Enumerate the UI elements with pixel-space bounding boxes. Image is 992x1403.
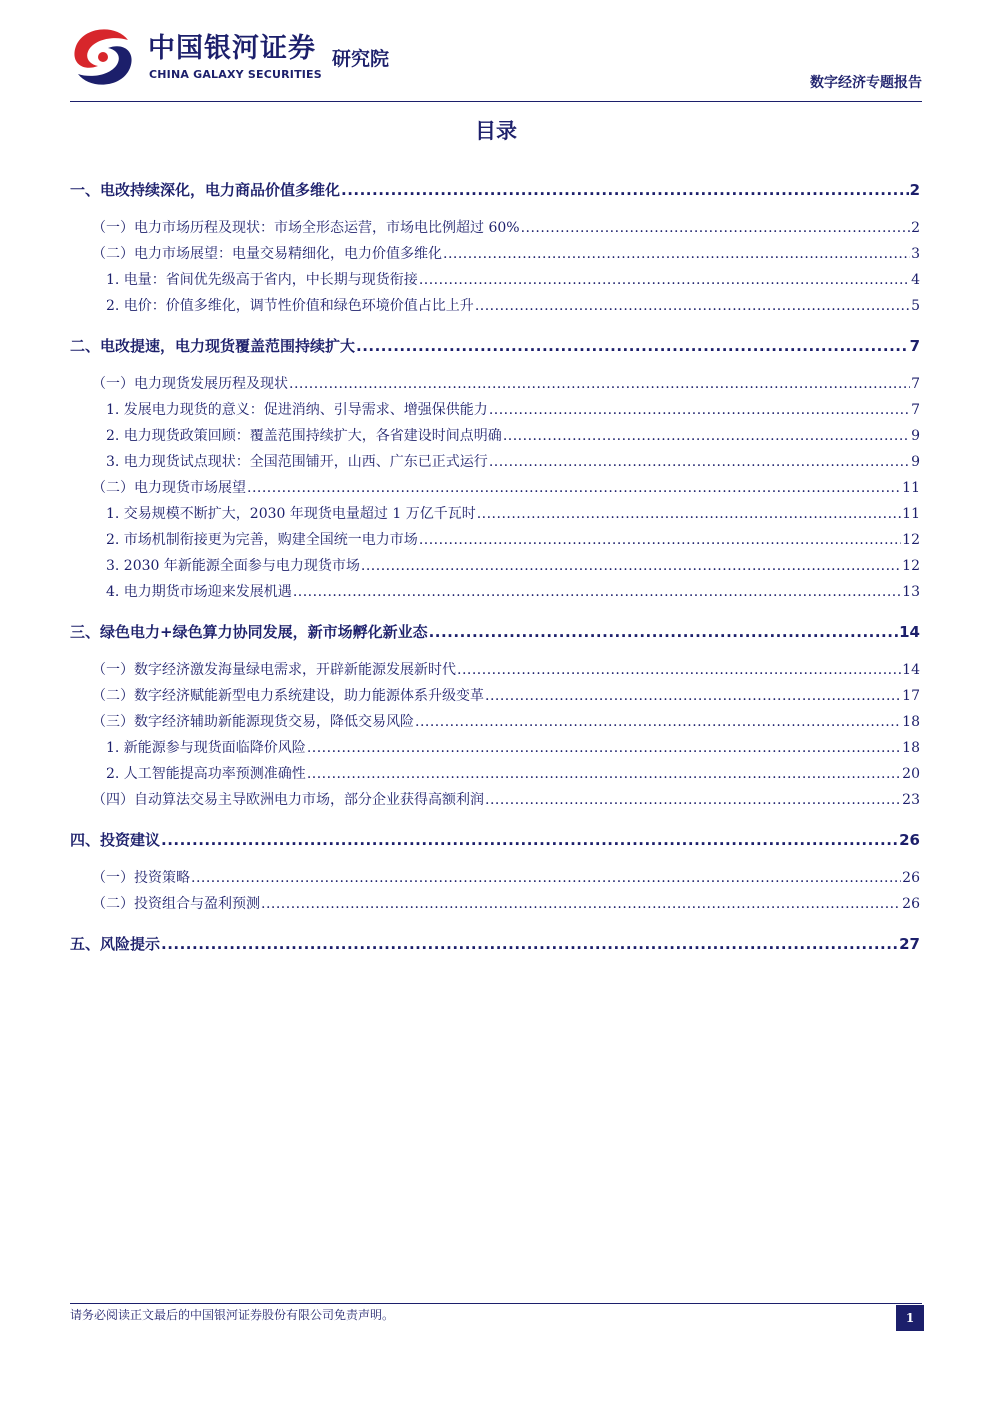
toc-entry-title: 2. 市场机制衔接更为完善，购建全国统一电力市场 <box>106 532 418 548</box>
toc-entry-page: 26 <box>902 870 920 886</box>
toc-entry-page: 7 <box>909 337 920 355</box>
toc-entry-title: 1. 发展电力现货的意义：促进消纳、引导需求、增强保供能力 <box>106 402 488 418</box>
toc-entry[interactable] <box>70 531 920 549</box>
toc-entry[interactable] <box>70 427 920 445</box>
toc-entry[interactable] <box>70 401 920 419</box>
toc-entry[interactable] <box>70 661 920 679</box>
toc-entry[interactable] <box>70 297 920 315</box>
toc-leader-dots <box>161 830 898 850</box>
toc-leader-dots <box>247 479 901 497</box>
toc-entry-page: 17 <box>902 688 920 704</box>
toc-entry-title: 2. 电价：价值多维化，调节性价值和绿色环境价值占比上升 <box>106 298 474 314</box>
toc-entry-title: （一）投资策略 <box>92 870 190 886</box>
toc-entry[interactable] <box>70 583 920 601</box>
toc-entry[interactable] <box>70 479 920 497</box>
toc-entry-title: （二）数字经济赋能新型电力系统建设，助力能源体系升级变革 <box>92 688 484 704</box>
toc-entry-title: 3. 2030 年新能源全面参与电力现货市场 <box>106 558 360 574</box>
toc-leader-dots <box>293 583 901 601</box>
toc-leader-dots <box>477 505 901 523</box>
toc-entry-page: 12 <box>902 532 920 548</box>
toc-entry-page: 11 <box>902 480 920 496</box>
header-divider <box>70 101 922 102</box>
galaxy-logo-icon <box>70 26 136 88</box>
toc-entry[interactable] <box>70 453 920 471</box>
toc-entry-page: 2 <box>911 220 920 236</box>
toc-entry-title: （二）电力市场展望：电量交易精细化，电力价值多维化 <box>92 246 442 262</box>
footer-disclaimer: 请务必阅读正文最后的中国银河证券股份有限公司免责声明。 <box>70 1308 395 1322</box>
toc-entry-title: （三）数字经济辅助新能源现货交易，降低交易风险 <box>92 714 414 730</box>
toc-entry-title: （二）投资组合与盈利预测 <box>92 896 260 912</box>
toc-leader-dots <box>261 895 901 913</box>
toc-entry-title: 3. 电力现货试点现状：全国范围铺开，山西、广东已正式运行 <box>106 454 488 470</box>
page-number: 1 <box>896 1305 924 1331</box>
toc-entry[interactable] <box>70 791 920 809</box>
toc-entry-title: （一）电力现货发展历程及现状 <box>92 376 288 392</box>
report-type: 数字经济专题报告 <box>810 75 922 91</box>
toc-entry[interactable] <box>70 687 920 705</box>
toc-entry[interactable] <box>70 739 920 757</box>
toc-entry-title: （一）电力市场历程及现状：市场全形态运营，市场电比例超过 60% <box>92 220 520 236</box>
toc-entry[interactable] <box>70 713 920 731</box>
toc-title: 目录 <box>475 119 517 143</box>
toc-entry[interactable] <box>70 830 920 850</box>
toc-leader-dots <box>356 336 909 356</box>
toc-leader-dots <box>289 375 910 393</box>
toc-entry-page: 20 <box>902 766 920 782</box>
toc-entry-title: 四、投资建议 <box>70 831 161 849</box>
toc-entry-title: 2. 人工智能提高功率预测准确性 <box>106 766 306 782</box>
page-header <box>0 0 992 104</box>
toc-leader-dots <box>341 180 909 200</box>
toc-entry-page: 7 <box>911 402 920 418</box>
toc-entry[interactable] <box>70 245 920 263</box>
toc-entry[interactable] <box>70 622 920 642</box>
toc-leader-dots <box>419 271 910 289</box>
toc-entry-title: （四）自动算法交易主导欧洲电力市场，部分企业获得高额利润 <box>92 792 484 808</box>
toc-entry-title: 二、电改提速，电力现货覆盖范围持续扩大 <box>70 337 356 355</box>
toc-entry-title: （一）数字经济激发海量绿电需求，开辟新能源发展新时代 <box>92 662 456 678</box>
toc-leader-dots <box>475 297 910 315</box>
toc-entry-title: （二）电力现货市场展望 <box>92 480 246 496</box>
toc-entry-page: 3 <box>911 246 920 262</box>
toc-entry[interactable] <box>70 765 920 783</box>
toc-leader-dots <box>419 531 901 549</box>
toc-entry[interactable] <box>70 869 920 887</box>
toc-entry[interactable] <box>70 180 920 200</box>
toc-entry-page: 11 <box>902 506 920 522</box>
toc-entry[interactable] <box>70 375 920 393</box>
toc-entry-page: 26 <box>899 831 920 849</box>
toc-entry[interactable] <box>70 895 920 913</box>
logo-institute: 研究院 <box>332 48 390 70</box>
toc-entry-title: 一、电改持续深化，电力商品价值多维化 <box>70 181 341 199</box>
toc-entry-title: 4. 电力期货市场迎来发展机遇 <box>106 584 292 600</box>
toc-entry[interactable] <box>70 271 920 289</box>
toc-entry-page: 7 <box>911 376 920 392</box>
logo-english-name: CHINA GALAXY SECURITIES <box>149 68 322 81</box>
toc-entry[interactable] <box>70 934 920 954</box>
toc-leader-dots <box>489 453 910 471</box>
toc-entry-page: 14 <box>902 662 920 678</box>
toc-entry-page: 18 <box>902 714 920 730</box>
toc-entry-page: 9 <box>911 454 920 470</box>
toc-entry[interactable] <box>70 336 920 356</box>
toc-entry-page: 18 <box>902 740 920 756</box>
toc-entry[interactable] <box>70 505 920 523</box>
toc-entry-page: 4 <box>911 272 920 288</box>
toc-entry-page: 5 <box>911 298 920 314</box>
toc-leader-dots <box>503 427 910 445</box>
toc-entry-title: 1. 交易规模不断扩大，2030 年现货电量超过 1 万亿千瓦时 <box>106 506 476 522</box>
toc-entry-page: 13 <box>902 584 920 600</box>
toc-leader-dots <box>361 557 901 575</box>
toc-entry-page: 9 <box>911 428 920 444</box>
toc-leader-dots <box>485 687 901 705</box>
toc-entry-page: 12 <box>902 558 920 574</box>
toc-leader-dots <box>457 661 901 679</box>
toc-leader-dots <box>307 739 901 757</box>
toc-leader-dots <box>415 713 901 731</box>
toc-leader-dots <box>429 622 899 642</box>
toc-entry[interactable] <box>70 557 920 575</box>
toc-entry-title: 五、风险提示 <box>70 935 161 953</box>
footer-divider <box>70 1303 922 1304</box>
toc-entry-title: 1. 电量：省间优先级高于省内，中长期与现货衔接 <box>106 272 418 288</box>
toc-leader-dots <box>485 791 901 809</box>
toc-leader-dots <box>161 934 898 954</box>
toc-entry-title: 1. 新能源参与现货面临降价风险 <box>106 740 306 756</box>
toc-leader-dots <box>521 219 911 237</box>
logo-chinese-name: 中国银河证券 <box>148 33 316 64</box>
toc-entry-page: 2 <box>909 181 920 199</box>
toc-entry-page: 27 <box>899 935 920 953</box>
toc-leader-dots <box>489 401 910 419</box>
toc-leader-dots <box>191 869 901 887</box>
toc-entry-title: 三、绿色电力+绿色算力协同发展，新市场孵化新业态 <box>70 623 428 641</box>
toc-leader-dots <box>443 245 910 263</box>
toc-entry-page: 23 <box>902 792 920 808</box>
toc-leader-dots <box>307 765 901 783</box>
toc-entry-page: 14 <box>899 623 920 641</box>
toc-entry-title: 2. 电力现货政策回顾：覆盖范围持续扩大，各省建设时间点明确 <box>106 428 502 444</box>
toc-entry-page: 26 <box>902 896 920 912</box>
toc-entry[interactable] <box>70 219 920 237</box>
